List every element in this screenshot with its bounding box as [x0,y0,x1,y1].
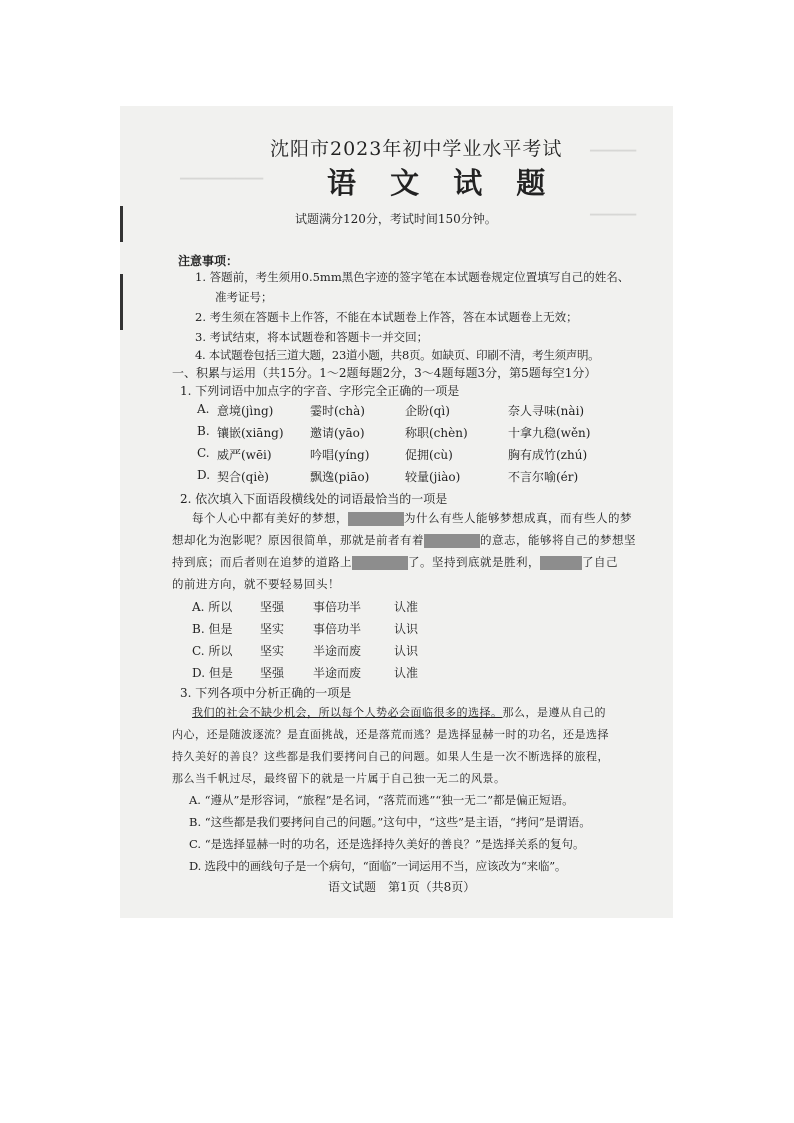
option-cell: 飘逸(piāo) [310,470,370,484]
option-item: B. “这些都是我们要拷问自己的问题。”这句中，“这些”是主语，“拷问”是谓语。 [189,815,591,829]
option-label: C. [197,446,210,460]
option-cell: 霎时(chà) [310,404,365,418]
option-cell: 认识 [394,644,419,658]
passage-text: 那么，是遵从自己的 [502,706,606,719]
option-cell: 契合(qiè) [217,470,269,484]
passage-line: 持久美好的善良？这些都是我们要拷问自己的问题。如果人生是一次不断选择的旅程， [172,750,609,763]
question-3-stem: 3. 下列各项中分析正确的一项是 [180,686,352,700]
option-cell: 坚强 [260,600,285,614]
option-cell: 事倍功半 [313,622,362,636]
option-cell: 邀请(yāo) [310,426,365,440]
option-label: A. [197,402,210,416]
page-footer: 语文试题 第1页（共8页） [328,880,476,894]
answer-blank [348,512,404,526]
answer-blank [424,534,480,548]
option-label: B. 但是 [192,622,233,636]
bleed-through: ▔▔▔▔▔ [590,150,637,164]
question-2-stem: 2. 依次填入下面语段横线处的词语最恰当的一项是 [180,492,448,506]
note-item: 1. 答题前，考生须用0.5mm黑色字迹的签字笔在本试题卷规定位置填写自己的姓名、 [195,270,630,284]
option-cell: 半途而废 [313,666,362,680]
option-cell: 不言尔喻(ér) [508,470,579,484]
passage-line [192,704,606,720]
option-cell: 十拿九稳(wěn) [508,426,591,440]
passage-line: 内心，还是随波逐流？是直面挑战，还是落荒而逃？是选择显赫一时的功名，还是选择 [172,728,609,741]
option-label: B. [197,424,210,438]
note-item: 准考证号； [215,290,273,304]
passage-line: 的前进方向，就不要轻易回头！ [172,577,340,591]
option-cell: 吟唱(yíng) [310,448,370,462]
option-cell: 奈人寻味(nài) [508,404,585,418]
edge-mark [120,206,123,242]
exam-title: 沈阳市2023年初中学业水平考试 [270,138,563,160]
option-cell: 坚实 [260,644,285,658]
option-cell: 称职(chèn) [405,426,468,440]
passage-text: 为什么有些人能够梦想成真，而有些人的梦 [404,511,632,525]
bleed-through: ▔▔▔▔▔▔▔▔▔ [180,178,264,192]
passage-text: 了自己 [582,555,618,569]
option-cell: 胸有成竹(zhú) [508,448,588,462]
passage-line [192,510,632,526]
passage-text: 持到底；而后者则在追梦的道路上 [172,555,352,569]
passage-text: 每个人心中都有美好的梦想， [192,511,348,525]
notes-heading: 注意事项： [178,254,239,268]
option-cell: 事倍功半 [313,600,362,614]
option-item: C. “是选择显赫一时的功名，还是选择持久美好的善良？”是选择关系的复句。 [189,837,585,851]
option-label: D. 但是 [192,666,233,680]
answer-blank [540,556,582,570]
answer-blank [352,556,408,570]
option-cell: 较量(jiào) [405,470,461,484]
option-label: D. [197,468,211,482]
note-item: 4. 本试题卷包括三道大题，23道小题，共8页。如缺页、印刷不清，考生须声明。 [195,348,600,362]
passage-text: 想却化为泡影呢？原因很简单，那就是前者有着 [172,533,424,547]
passage-text: 了。坚持到底就是胜利， [408,555,540,569]
option-item: A. “遵从”是形容词，“旅程”是名词，“落荒而逃”“独一无二”都是偏正短语。 [189,793,574,807]
option-cell: 企盼(qì) [405,404,450,418]
subject-title: 语 文 试 题 [327,166,558,200]
section-heading: 一、积累与运用（共15分。1～2题每题2分，3～4题每题3分，第5题每空1分） [172,366,597,380]
option-cell: 威严(wēi) [217,448,272,462]
option-item: D. 选段中的画线句子是一个病句，“面临”一词运用不当，应该改为“来临”。 [189,859,567,873]
option-cell: 坚强 [260,666,285,680]
option-cell: 认准 [394,600,419,614]
passage-line [172,554,618,570]
option-cell: 半途而废 [313,644,362,658]
option-label: C. 所以 [192,644,233,658]
option-cell: 镶嵌(xiāng) [217,426,284,440]
exam-info: 试题满分120分，考试时间150分钟。 [295,212,497,226]
exam-page [120,106,673,918]
question-1-stem: 1. 下列词语中加点字的字音、字形完全正确的一项是 [180,384,460,398]
option-cell: 认准 [394,666,419,680]
option-cell: 意境(jìng) [217,404,274,418]
option-cell: 认识 [394,622,419,636]
option-label: A. 所以 [192,600,233,614]
option-cell: 促拥(cù) [405,448,453,462]
passage-line: 那么当千帆过尽，最终留下的就是一片属于自己独一无二的风景。 [172,772,506,785]
underlined-sentence: 我们的社会不缺少机会，所以每个人势必会面临很多的选择。 [192,706,503,719]
note-item: 2. 考生须在答题卡上作答，不能在本试题卷上作答，答在本试题卷上无效； [195,310,578,324]
option-cell: 坚实 [260,622,285,636]
note-item: 3. 考试结束，将本试题卷和答题卡一并交回； [195,330,429,344]
bleed-through: ▔▔▔▔▔ [590,214,637,228]
edge-mark [120,274,123,330]
passage-line [172,532,636,548]
passage-text: 的意志，能够将自己的梦想坚 [480,533,636,547]
